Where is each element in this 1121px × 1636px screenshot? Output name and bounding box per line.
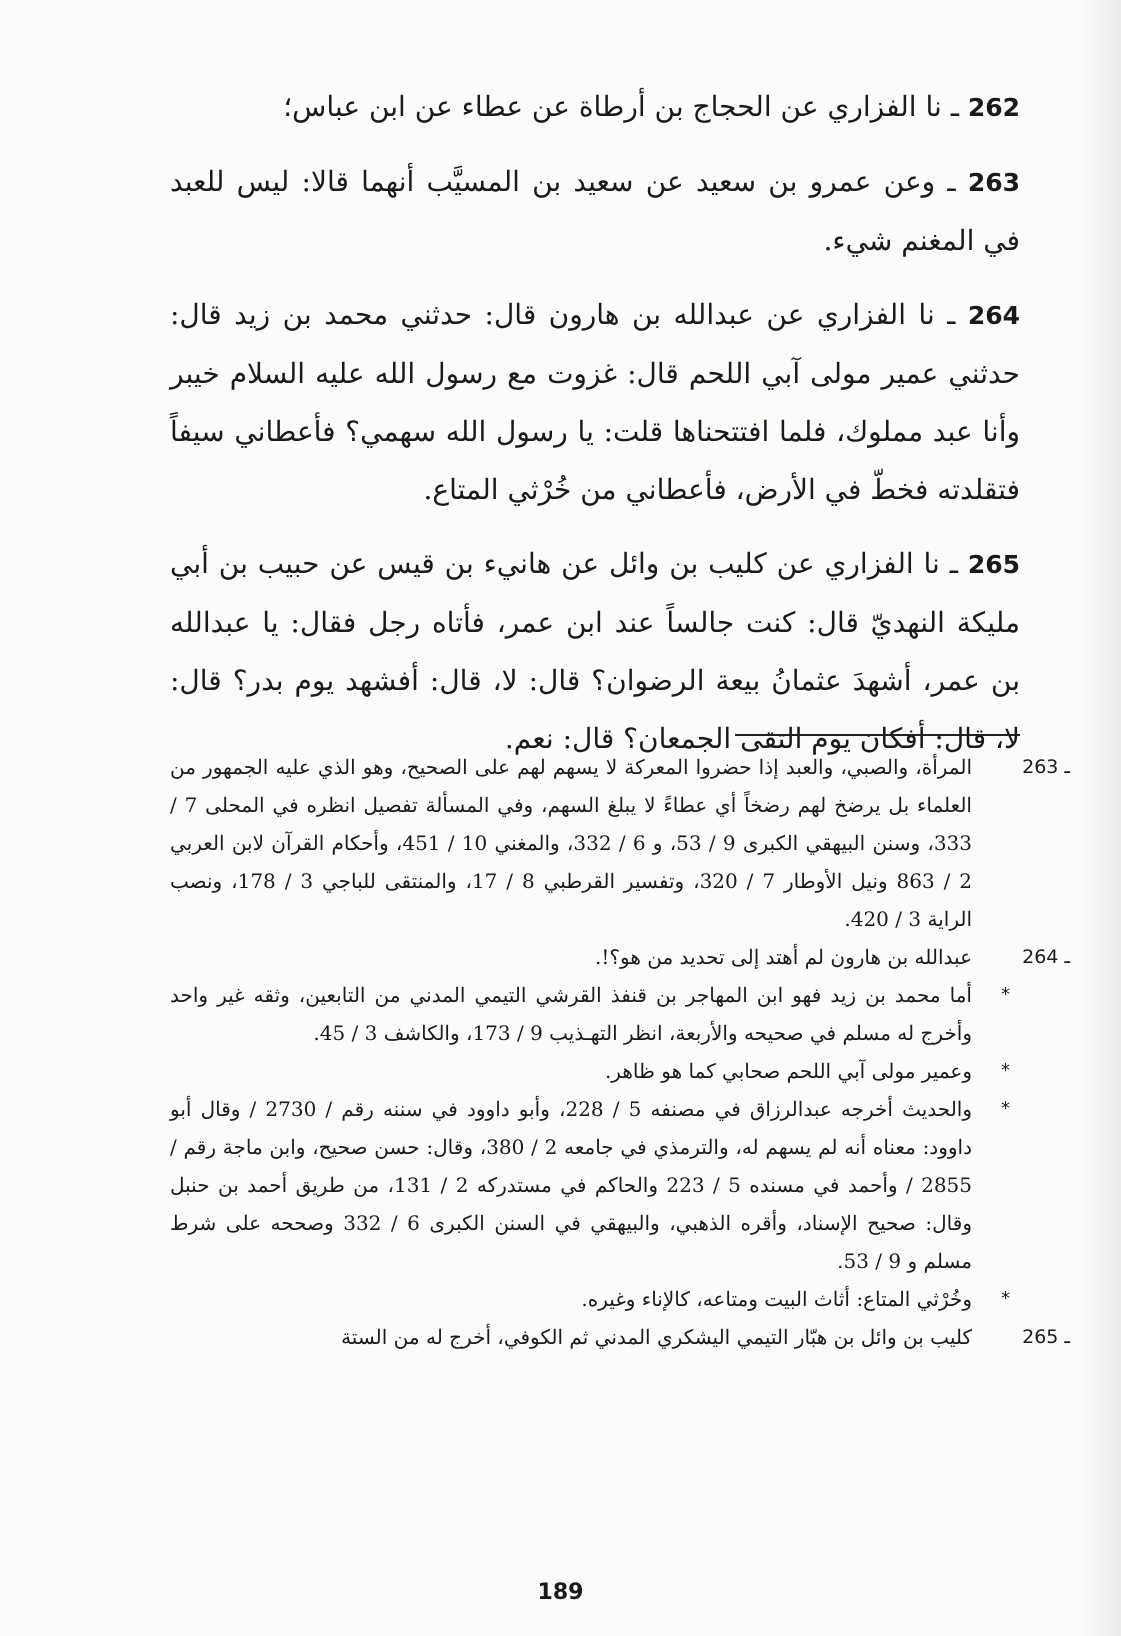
asterisk-marker: *	[1001, 1098, 1010, 1119]
paragraph-text: ـ نا الفزاري عن كليب بن وائل عن هانيء بن قيس عن حبيب بن أبي مليكة النهديّ قال: كنت جالساً عند ابن عمر، فأتاه رجل فقال: يا عبدالله بن عمر، أشهدَ عثمانُ بيعة الرضوان؟ قال: لا، قال: أفشهد يوم بدر؟ قال: لا، قال: أفكان يوم التقى الجمعان؟ قال: نعم.	[170, 547, 1020, 755]
footnote-number: 265 ـ	[1022, 1326, 1070, 1348]
paragraph-264	[170, 286, 1020, 519]
paragraph-text: ـ وعن عمرو بن سعيد عن سعيد بن المسيَّب أنهما قالا: ليس للعبد في المغنم شيء.	[170, 165, 1020, 257]
main-text	[170, 78, 1020, 784]
footnote-text: عبدالله بن هارون لم أهتد إلى تحديد من هو؟!.	[595, 945, 972, 969]
footnote-separator	[735, 734, 1020, 736]
footnote-star-item	[170, 1090, 1070, 1280]
footnote-263	[170, 748, 1070, 938]
paragraph-number: 264	[967, 301, 1020, 330]
footnote-star-item	[170, 1280, 1070, 1318]
scan-edge-shadow	[1081, 0, 1121, 1636]
page-number: 189	[537, 1580, 584, 1605]
footnote-star-item	[170, 1052, 1070, 1090]
asterisk-marker: *	[1001, 984, 1010, 1005]
paragraph-text: ـ نا الفزاري عن الحجاج بن أرطاة عن عطاء عن ابن عباس؛	[283, 90, 959, 123]
paragraph-number: 263	[967, 168, 1021, 197]
footnote-number: 263 ـ	[1022, 756, 1070, 778]
footnote-text: المرأة، والصبي، والعبد إذا حضروا المعركة لا يسهم لهم على الصحيح، وهو الذي عليه الجمهور من العلماء بل يرضخ لهم رضخاً أي عطاءً لا يبلغ السهم، وفي المسألة تفصيل انظره في المحلى 7 / 333، وسنن البيهقي الكبرى 9 / 53، و 6 / 332، والمغني 10 / 451، وأحكام القرآن لابن العربي 2 / 863 ونيل الأوطار 7 / 320، وتفسير القرطبي 8 / 17، والمنتقى للباجي 3 / 178، ونصب الراية 3 / 420.	[170, 755, 973, 931]
paragraph-number: 265	[967, 550, 1020, 579]
footnote-text: أما محمد بن زيد فهو ابن المهاجر بن قنفذ القرشي التيمي المدني من التابعين، وثقه غير واحد وأخرج له مسلم في صحيحه والأربعة، انظر التهـذيب 9 / 173، والكاشف 3 / 45.	[170, 983, 972, 1045]
paragraph-263	[170, 153, 1020, 270]
footnote-text: كليب بن وائل بن هبّار التيمي اليشكري المدني ثم الكوفي، أخرج له من الستة	[341, 1325, 972, 1349]
footnote-text: وخُرْثي المتاع: أثاث البيت ومتاعه، كالإناء وغيره.	[581, 1287, 972, 1311]
paragraph-number: 262	[967, 93, 1020, 122]
footnotes	[170, 748, 1070, 1356]
footnote-star-item	[170, 976, 1070, 1052]
paragraph-262	[170, 78, 1020, 137]
asterisk-marker: *	[1001, 1288, 1010, 1309]
paragraph-text: ـ نا الفزاري عن عبدالله بن هارون قال: حدثني محمد بن زيد قال: حدثني عمير مولى آبي اللحم قال: غزوت مع رسول الله عليه السلام خيبر وأنا عبد مملوك، فلما افتتحناها قلت: يا رسول الله سهمي؟ فأعطاني سيفاً فتقلدته فخطّ في الأرض، فأعطاني من خُرْثي المتاع.	[170, 298, 1020, 506]
footnote-264	[170, 938, 1070, 976]
footnote-265	[170, 1318, 1070, 1356]
asterisk-marker: *	[1001, 1060, 1010, 1081]
footnote-text: وعمير مولى آبي اللحم صحابي كما هو ظاهر.	[604, 1059, 972, 1083]
footnote-number: 264 ـ	[1022, 946, 1070, 968]
footnote-text: والحديث أخرجه عبدالرزاق في مصنفه 5 / 228، وأبو داوود في سننه رقم / 2730 / وقال أبو داوود: معناه أنه لم يسهم له، والترمذي في جامعه 2 / 380، وقال: حسن صحيح، وابن ماجة رقم / 2855 / وأحمد في مسنده 5 / 223 والحاكم في مستدركه 2 / 131، من طريق أحمد بن حنبل وقال: صحيح الإسناد، وأقره الذهبي، والبيهقي في السنن الكبرى 6 / 332 وصححه على شرط مسلم و 9 / 53.	[170, 1097, 973, 1273]
